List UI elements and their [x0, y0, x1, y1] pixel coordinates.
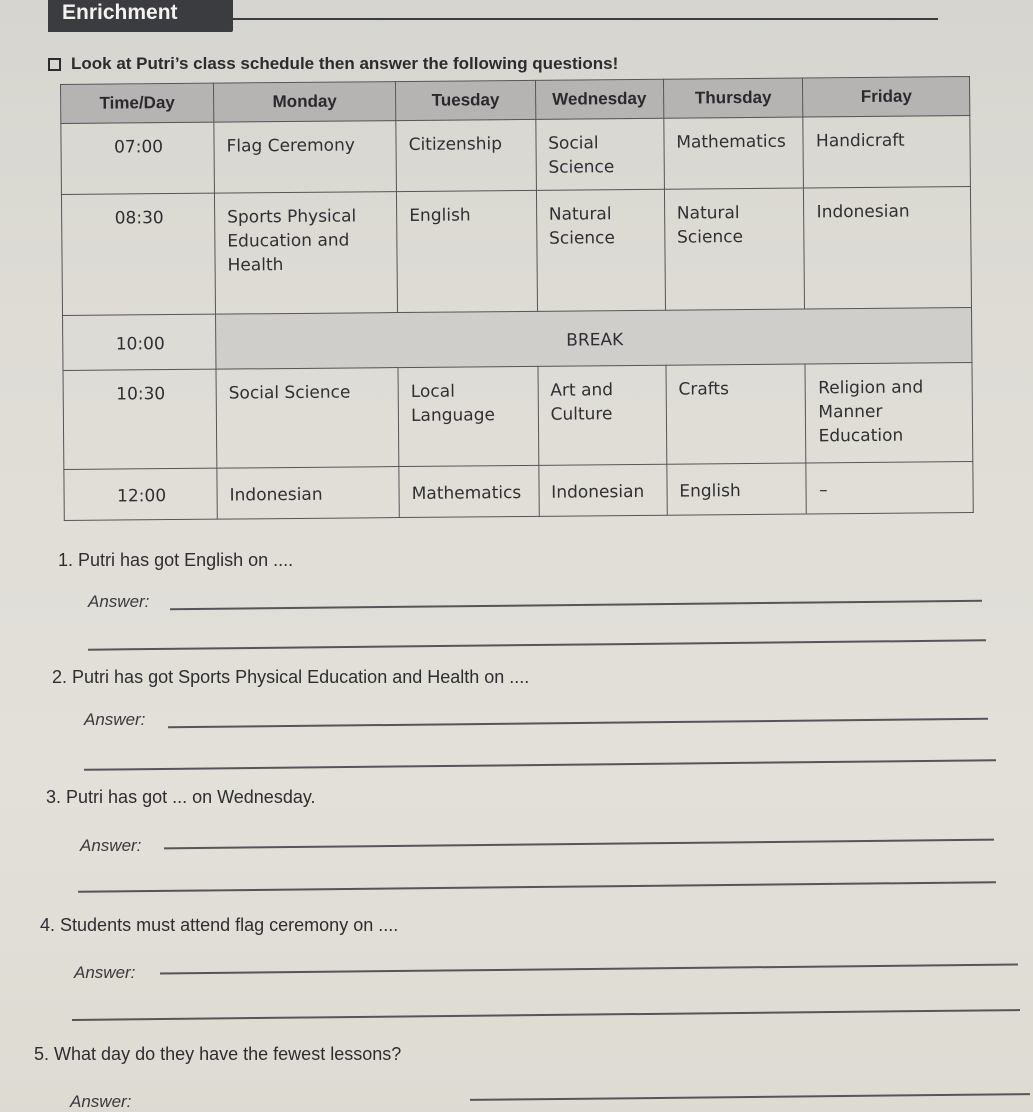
time-cell: 10:30	[63, 369, 217, 469]
question-number: 1.	[58, 550, 74, 570]
question-text: Putri has got English on ....	[78, 550, 294, 570]
table-row	[61, 187, 971, 316]
question-5	[34, 1044, 401, 1065]
question-1	[58, 550, 293, 571]
question-4	[40, 915, 398, 936]
question-text: Putri has got ... on Wednesday.	[66, 787, 316, 807]
class-schedule-table	[60, 76, 974, 521]
question-number: 3.	[46, 787, 62, 807]
answer-line[interactable]	[164, 839, 994, 849]
answer-line[interactable]	[168, 718, 988, 728]
table-cell: English	[667, 463, 807, 515]
header-tuesday: Tuesday	[396, 80, 536, 120]
answer-line[interactable]	[160, 964, 1018, 974]
table-row	[63, 363, 973, 470]
header-monday: Monday	[213, 82, 395, 123]
table-cell: Citizenship	[396, 119, 536, 191]
table-cell: Crafts	[666, 364, 807, 464]
header-friday: Friday	[803, 77, 970, 117]
answer-label: Answer:	[80, 836, 142, 855]
header-thursday: Thursday	[663, 78, 803, 118]
section-title: Enrichment	[48, 0, 233, 32]
answer-label: Answer:	[84, 710, 146, 729]
table-cell: Indonesian	[217, 467, 400, 520]
answer-label: Answer:	[74, 963, 136, 982]
table-cell: Indonesian	[804, 187, 972, 309]
question-text: Putri has got Sports Physical Education and Health on ....	[72, 667, 530, 687]
question-text: Students must attend flag ceremony on ....	[60, 915, 399, 935]
answer-label: Answer:	[88, 592, 150, 611]
table-cell: Flag Ceremony	[214, 121, 397, 194]
answer-line[interactable]	[78, 881, 996, 892]
question-number: 4.	[40, 915, 56, 935]
time-cell: 10:00	[63, 314, 216, 370]
table-cell: Social Science	[216, 368, 399, 469]
table-cell: Mathematics	[664, 117, 804, 189]
table-row	[61, 116, 971, 195]
break-label: BREAK	[216, 308, 972, 370]
question-number: 2.	[52, 667, 68, 687]
header-time-day: Time/Day	[61, 83, 214, 123]
answer-line[interactable]	[84, 759, 996, 770]
table-cell: –	[806, 462, 973, 514]
table-cell: Sports Physical Education and Health	[214, 192, 397, 315]
break-row	[63, 308, 972, 371]
answer-label: Answer:	[70, 1092, 132, 1111]
table-cell: English	[397, 190, 538, 312]
answer-line[interactable]	[72, 1009, 1020, 1020]
time-cell: 12:00	[64, 468, 217, 520]
table-cell: Religion and Manner Education	[805, 363, 972, 463]
checkbox-icon	[48, 58, 61, 71]
question-number: 5.	[34, 1044, 50, 1064]
table-cell: Mathematics	[399, 465, 539, 517]
answer-line[interactable]	[170, 600, 982, 610]
table-cell: Natural Science	[536, 189, 665, 311]
question-text: What day do they have the fewest lessons?	[54, 1044, 402, 1064]
table-cell: Local Language	[398, 366, 538, 466]
instruction	[48, 54, 618, 74]
table-row	[64, 462, 973, 521]
table-cell: Natural Science	[664, 188, 805, 310]
table-cell: Handicraft	[803, 116, 970, 188]
time-cell: 07:00	[61, 122, 215, 194]
question-3	[46, 787, 316, 808]
answer-line[interactable]	[88, 639, 986, 650]
answer-line[interactable]	[470, 1093, 1030, 1100]
table-cell: Social Science	[535, 118, 664, 190]
table-cell: Indonesian	[539, 464, 668, 516]
time-cell: 08:30	[61, 193, 215, 315]
table-cell: Art and Culture	[538, 365, 667, 465]
instruction-text: Look at Putri’s class schedule then answer the following questions!	[71, 54, 619, 73]
question-2	[52, 667, 529, 688]
header-wednesday: Wednesday	[535, 79, 663, 119]
header-divider	[230, 18, 938, 20]
